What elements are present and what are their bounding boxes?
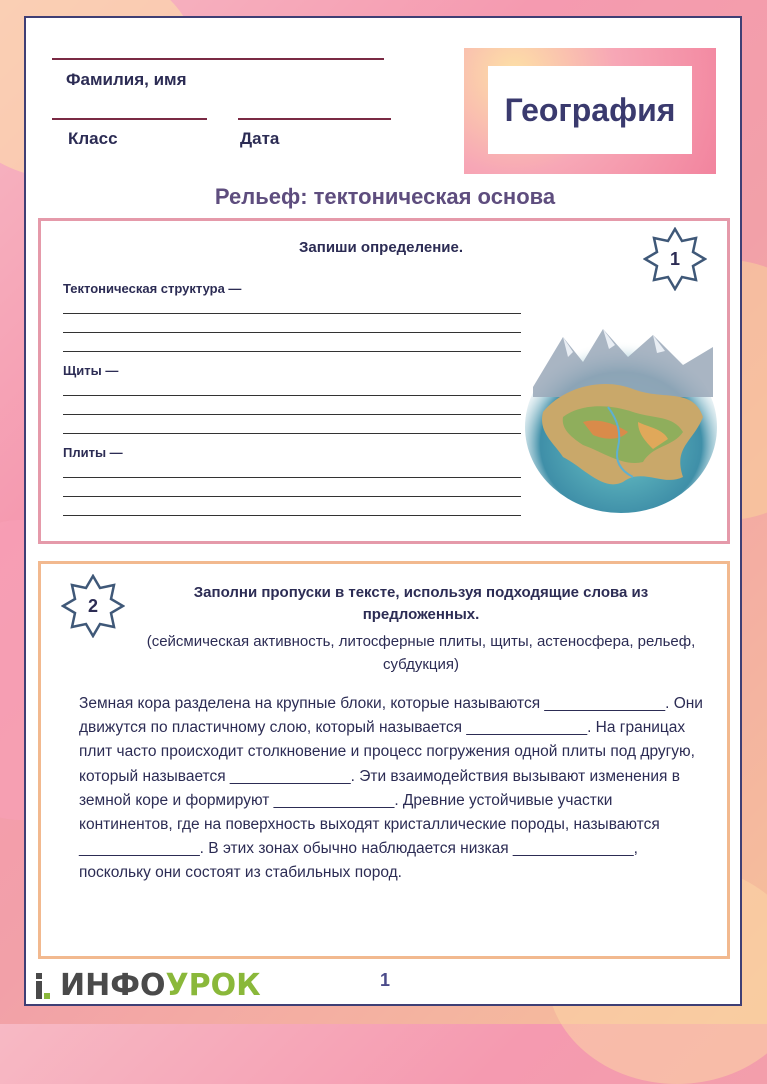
task2-fill-text: Земная кора разделена на крупные блоки, которые называются ______________. Они движутся по пластичному слою, который называется ______________. На границах плит часто происходит столкновение и процесс погружения одной плиты под другую, который называется ______________. Эти взаимодействия вызывают изменения в земной коре и формируют ______________. Древние устойчивые участки континентов, где на поверхность выходят кристаллические породы, называются ______________. В этих зонах обычно наблюдается низкая ______________, поскольку они состоят из стабильных пород. [79, 695, 703, 882]
term-shields: Щиты — [63, 363, 119, 378]
date-line[interactable] [238, 118, 391, 120]
task-number-star-icon [643, 227, 707, 291]
answer-line[interactable] [63, 414, 521, 415]
page-title: Рельеф: тектоническая основа [214, 184, 556, 209]
task1-number: 1 [669, 248, 680, 269]
name-line[interactable] [52, 58, 384, 60]
task2-number: 2 [87, 595, 98, 616]
worksheet-page [24, 16, 742, 1006]
relief-illustration [523, 317, 719, 513]
task1-panel [38, 218, 730, 544]
class-label: Класс [68, 129, 118, 148]
name-label: Фамилия, имя [66, 70, 187, 89]
logo-text-part2: УРОК [165, 968, 261, 1003]
page-number: 1 [379, 970, 390, 990]
answer-line[interactable] [63, 477, 521, 478]
answer-line[interactable] [63, 332, 521, 333]
subject-card [488, 66, 692, 154]
task1-title: Запиши определение. [299, 239, 463, 256]
subject-badge [464, 48, 716, 174]
class-line[interactable] [52, 118, 207, 120]
answer-line[interactable] [63, 313, 521, 314]
term-plates: Плиты — [63, 445, 123, 460]
logo-text-part1: ИНФО [60, 968, 166, 1003]
answer-line[interactable] [63, 433, 521, 434]
task2-panel [38, 561, 730, 959]
task-number-star-icon [61, 574, 125, 638]
subject-title: География [504, 91, 676, 128]
task2-word-bank: (сейсмическая активность, литосферные плиты, щиты, астеносфера, рельеф, субдукция) [146, 633, 696, 673]
task2-title: Заполни пропуски в тексте, используя подходящие слова из предложенных. [193, 584, 649, 623]
answer-line[interactable] [63, 496, 521, 497]
answer-line[interactable] [63, 515, 521, 516]
answer-line[interactable] [63, 395, 521, 396]
term-tectonic-structure: Тектоническая структура — [63, 281, 242, 296]
answer-line[interactable] [63, 351, 521, 352]
date-label: Дата [240, 129, 280, 148]
